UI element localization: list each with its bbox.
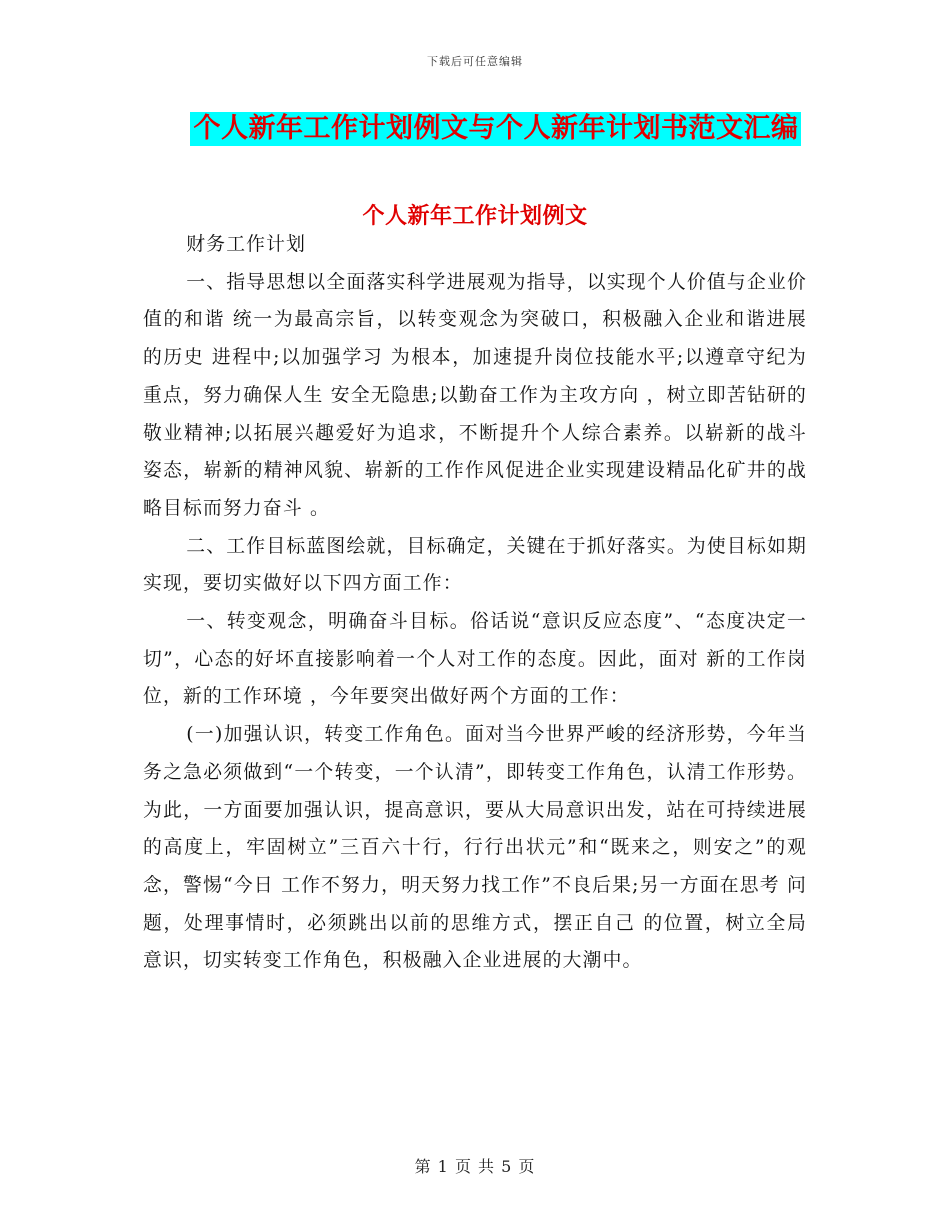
header-note: 下载后可任意编辑 bbox=[427, 55, 523, 68]
paragraph: 一、指导思想以全面落实科学进展观为指导，以实现个人价值与企业价值的和谐 统一为最高宗旨，以转变观念为突破口，积极融入企业和谐进展的历史 进程中;以加强学习 为根本，加速提升岗位技能水平;以遵章守纪为重点，努力确保人生 安全无隐患;以勤奋工作为主攻方向 ，树立即苦钻研的敬业精神;以拓展兴趣爱好为追求，不断提升个人综合素养。以崭新的战斗姿态，崭新的精神风貌、崭新的工作作风促进企业实现建设精品化矿井的战略目标而努力奋斗 。 bbox=[143, 271, 807, 519]
page-number: 第 1 页 共 5 页 bbox=[414, 1157, 536, 1176]
paragraph: 财务工作计划 bbox=[186, 234, 307, 255]
paragraph: 一、转变观念，明确奋斗目标。俗话说“意识反应态度”、“态度决定一切”，心态的好坏直接影响着一个人对工作的态度。因此，面对 新的工作岗位，新的工作环境 ，今年要突出做好两个方面的工作： bbox=[143, 611, 807, 708]
main-title-container bbox=[0, 112, 950, 146]
main-title: 个人新年工作计划例文与个人新年计划书范文汇编 bbox=[190, 112, 801, 146]
sub-title: 个人新年工作计划例文 bbox=[362, 204, 588, 229]
document-body bbox=[143, 226, 807, 980]
paragraph: (一)加强认识，转变工作角色。面对当今世界严峻的经济形势，今年当务之急必须做到“一个转变，一个认清”，即转变工作角色，认清工作形势。为此，一方面要加强认识，提高意识，要从大局意识出发，站在可持续进展的高度上，牢固树立”三百六十行，行行出状元”和“既来之，则安之”的观念，警惕“今日 工作不努力，明天努力找工作”不良后果;另一方面在思考 问题，处理事情时，必须跳出以前的思维方式，摆正自己 的位置，树立全局意识，切实转变工作角色，积极融入企业进展的大潮中。 bbox=[143, 724, 807, 972]
paragraph: 二、工作目标蓝图绘就，目标确定，关键在于抓好落实。为使目标如期实现，要切实做好以下四方面工作： bbox=[143, 535, 807, 595]
